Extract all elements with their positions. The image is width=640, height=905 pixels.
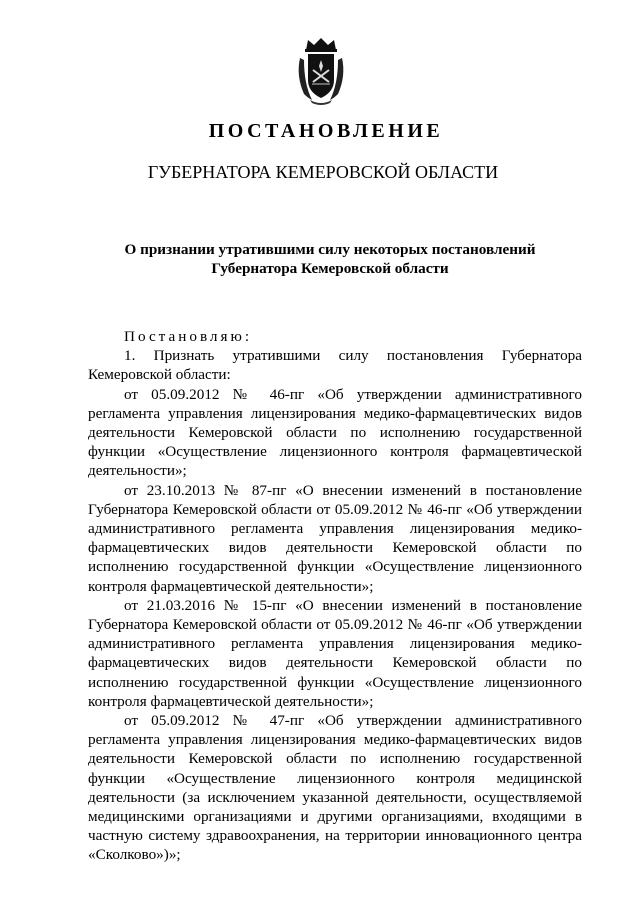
coat-of-arms-icon: [294, 36, 348, 106]
paragraph-1: 1. Признать утратившими силу постановления Губернатора Кемеровской области:: [88, 347, 582, 384]
document-subtitle: ГУБЕРНАТОРА КЕМЕРОВСКОЙ ОБЛАСТИ: [147, 162, 499, 182]
heading-line-2: Губернатора Кемеровской области: [211, 260, 449, 277]
paragraph-4: от 21.03.2016 № 15-пг «О внесении изменений в постановление Губернатора Кемеровской области от 05.09.2012 № 46-пг «Об утверждении административного регламента управления лицензирования медико-фармацевтических видов деятельности Кемеровской области по исполнению государственной функции «Осуществление лицензионного контроля фармацевтической деятельности»;: [88, 596, 582, 710]
document-heading: [110, 240, 550, 278]
document-title: ПОСТАНОВЛЕНИЕ: [208, 120, 444, 142]
paragraph-2: от 05.09.2012 № 46-пг «Об утверждении административного регламента управления лицензирования медико-фармацевтических видов деятельности Кемеровской области по исполнению государственной функции «Осуществление лицензионного контроля фармацевтической деятельности»;: [88, 385, 582, 480]
heading-line-1: О признании утратившими силу некоторых постановлений: [124, 241, 536, 258]
paragraph-5: от 05.09.2012 № 47-пг «Об утверждении административного регламента управления лицензирования медико-фармацевтических видов деятельности Кемеровской области по исполнению государственной функции «Осуществление лицензионного контроля медицинской деятельности (за исключением указанной деятельности, осуществляемой медицинскими организациями и другими организациями, входящими в частную систему здравоохранения, на территории инновационного центра «Сколково»)»;: [88, 712, 582, 864]
preamble: Постановляю:: [124, 328, 253, 345]
document-body: [88, 327, 582, 865]
paragraph-3: от 23.10.2013 № 87-пг «О внесении изменений в постановление Губернатора Кемеровской области от 05.09.2012 № 46-пг «Об утверждении административного регламента управления лицензирования медико-фармацевтических видов деятельности Кемеровской области по исполнению государственной функции «Осуществление лицензионного контроля фармацевтической деятельности»;: [88, 481, 582, 595]
